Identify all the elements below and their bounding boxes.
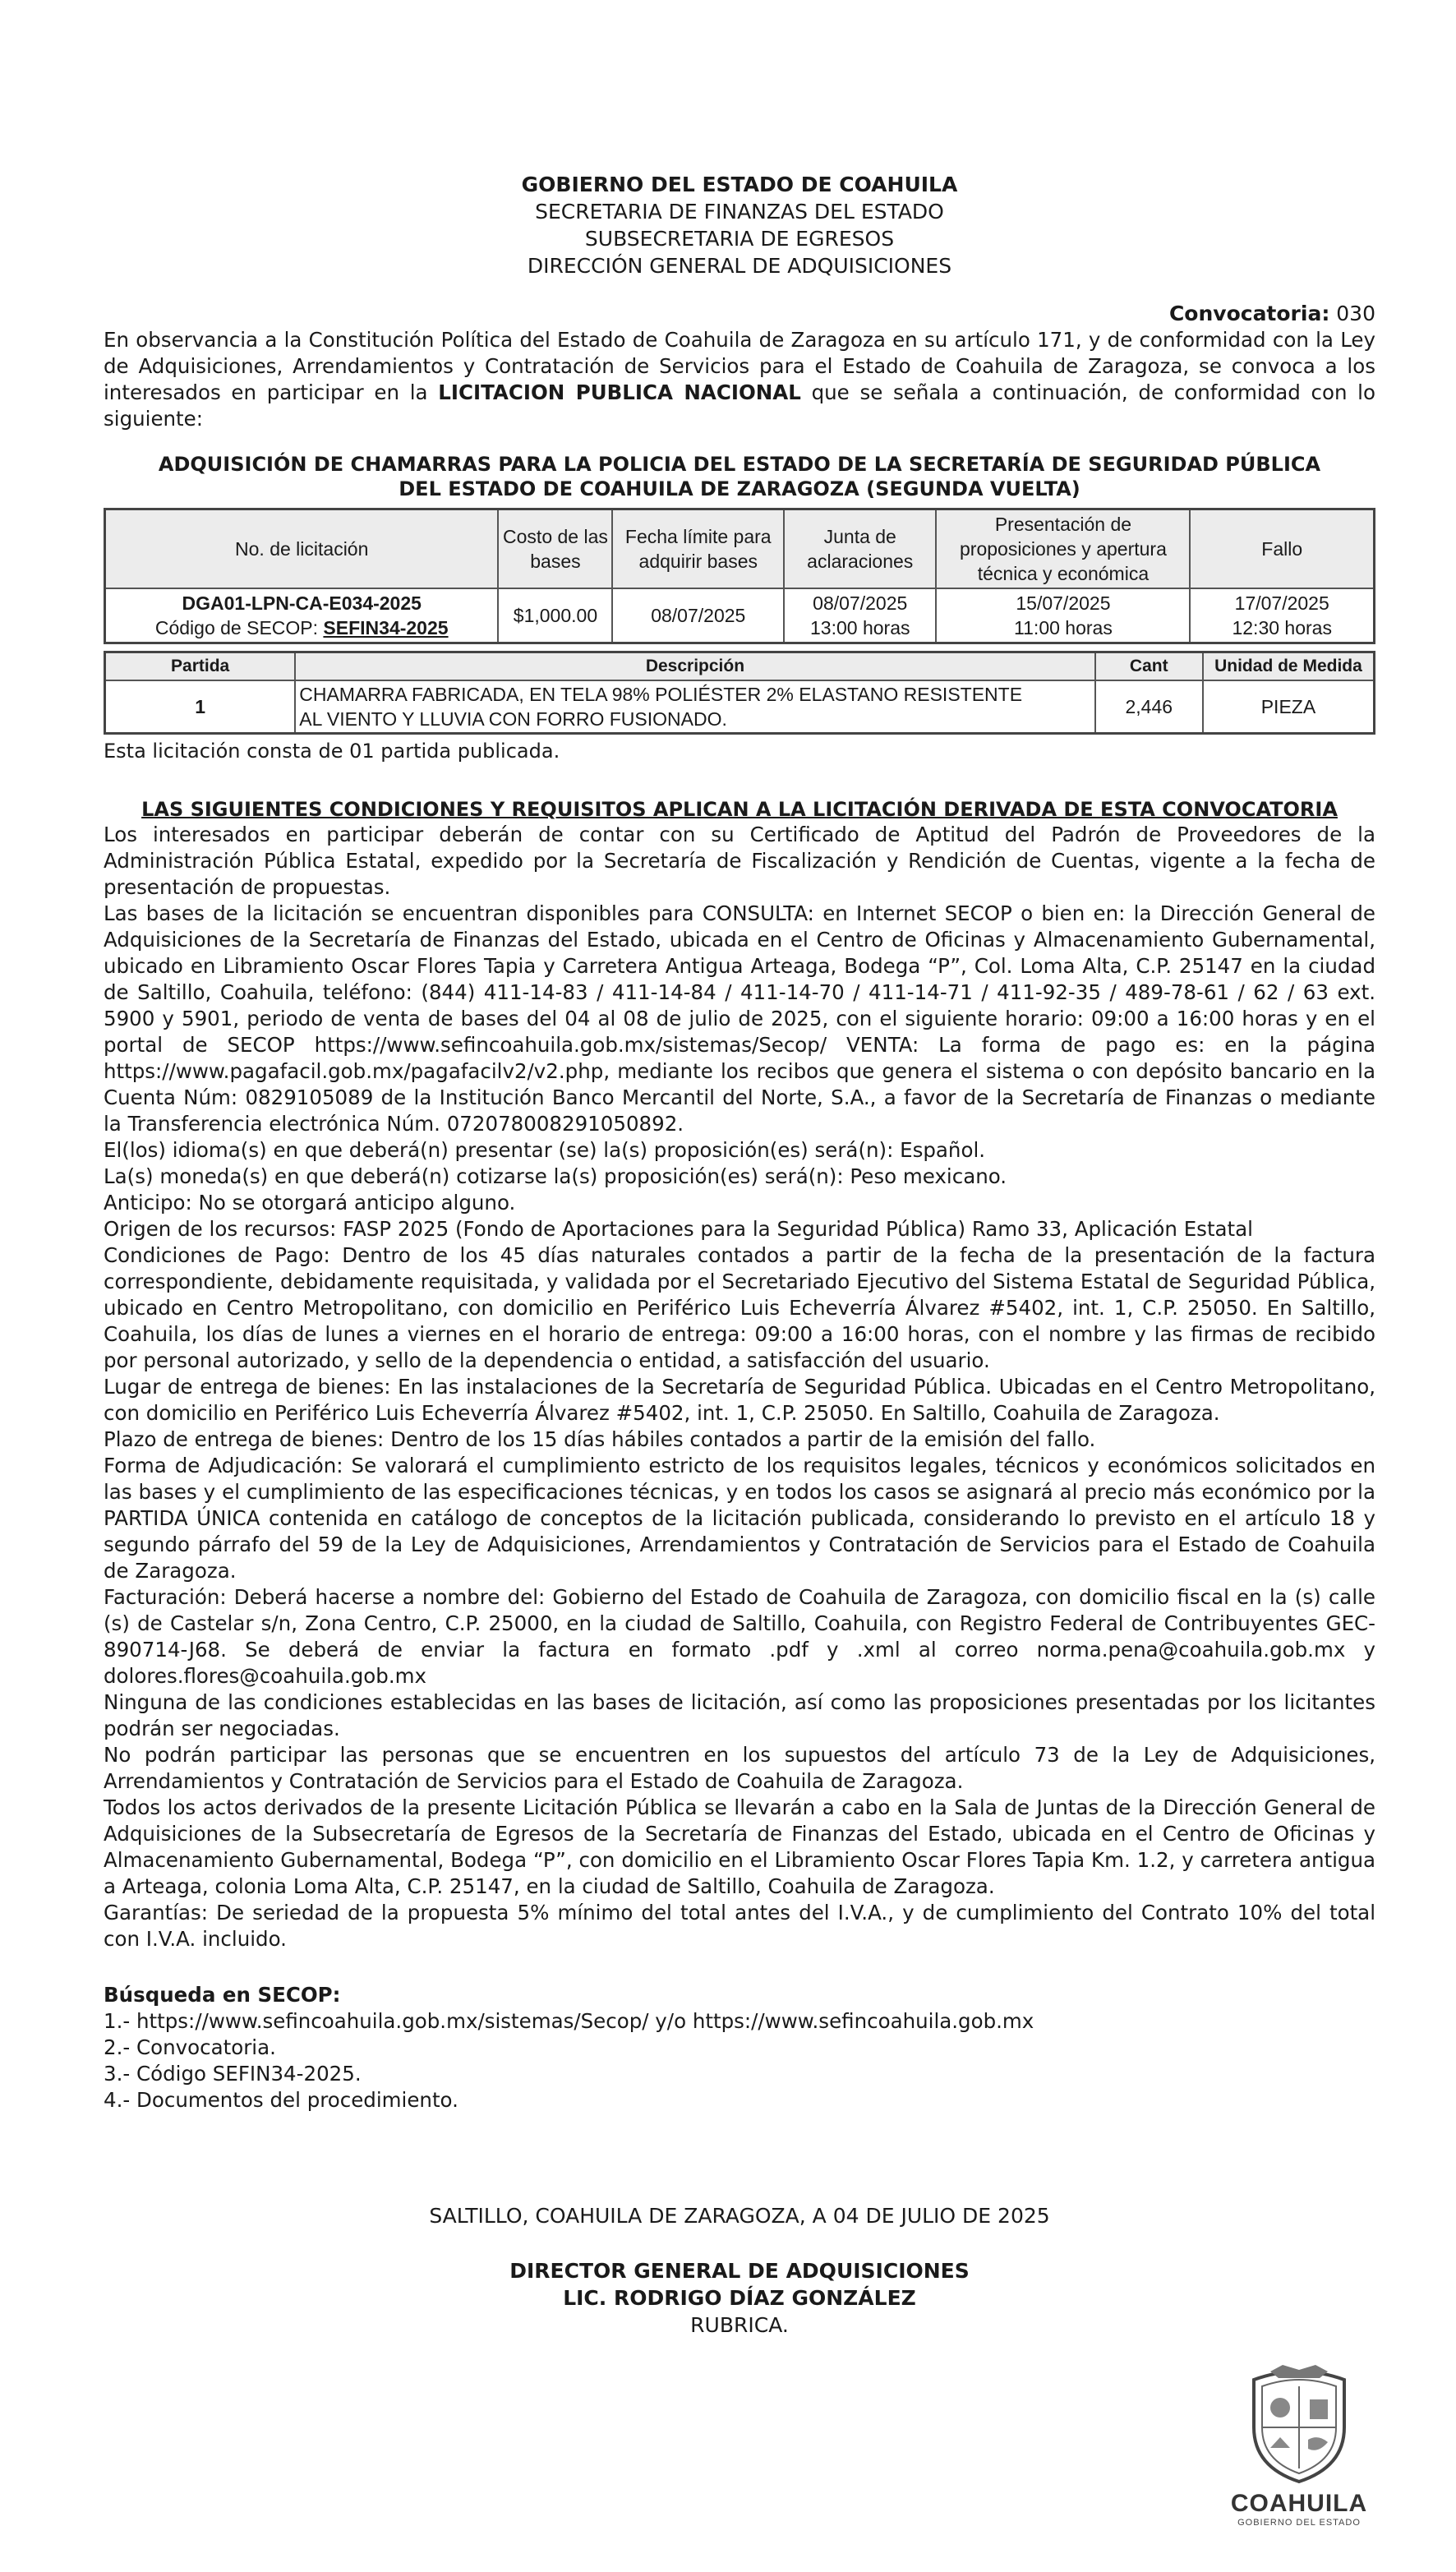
cell-fecha-limite: 08/07/2025 [612, 588, 784, 643]
intro-paragraph [104, 327, 1375, 432]
intro-text-1: En observancia a la Constitución Política del Estado de Coahuila de Zaragoza en su artículo 171, y de conformidad con la Ley de Adquisiciones, Arrendamientos y Contratación de Servicios para el Estado de Coahuila de Zaragoza, se convoca a los interesados en participar en la [104, 328, 1375, 404]
tender-title-line1: ADQUISICIÓN DE CHAMARRAS PARA LA POLICIA DEL ESTADO DE LA SECRETARÍA DE SEGURIDAD PÚBLICA [158, 453, 1321, 476]
cell-unidad: PIEZA [1203, 680, 1375, 734]
col-fallo: Fallo [1190, 509, 1374, 589]
header-secretaria: SECRETARIA DE FINANZAS DEL ESTADO [535, 200, 944, 224]
secop-search-section [104, 1982, 1375, 2113]
list-item: 3.- Código SEFIN34-2025. [104, 2062, 362, 2086]
logo-sub-text: GOBIERNO DEL ESTADO [1237, 2518, 1361, 2528]
document-page [104, 0, 1375, 2339]
intro-text-bold: LICITACION PUBLICA NACIONAL [438, 380, 801, 404]
list-item: 1.- https://www.sefincoahuila.gob.mx/sistemas/Secop/ y/o https://www.sefincoahuila.gob.mx [104, 2009, 1034, 2033]
convocatoria-value: 030 [1336, 302, 1375, 325]
condition-item: Anticipo: No se otorgará anticipo alguno. [104, 1191, 516, 1215]
junta-date: 08/07/2025 [813, 592, 908, 614]
col-descripcion: Descripción [295, 652, 1094, 681]
document-header [104, 171, 1375, 279]
secop-code-value: SEFIN34-2025 [323, 617, 449, 638]
presentacion-time: 11:00 horas [1014, 617, 1113, 638]
signer-rubrica: RUBRICA. [690, 2313, 789, 2337]
condition-item: Lugar de entrega de bienes: En las instalaciones de la Secretaría de Seguridad Pública. Ubicadas en el Centro Metropolitano, con domicilio en Periférico Luis Echeverría Álvarez #5402, int. 1, C.P. 25050. En Saltillo, Coahuila de Zaragoza. [104, 1375, 1375, 1425]
col-unidad: Unidad de Medida [1203, 652, 1375, 681]
condition-item: Las bases de la licitación se encuentran disponibles para CONSULTA: en Internet SECOP o bien en: la Dirección General de Adquisiciones de la Secretaría de Finanzas del Estado, ubicada en el Centro de Oficinas y Almacenamiento Gubernamental, ubicado en Libramiento Oscar Flores Tapia y Carretera Antigua Arteaga, Bodega “P”, Col. Loma Alta, C.P. 25147 en la ciudad de Saltillo, Coahuila, teléfono: (844) 411-14-83 / 411-14-84 / 411-14-70 / 411-14-71 / 411-92-35 / 489-78-61 / 62 / 63 ext. 5900 y 5901, periodo de venta de bases del 04 al 08 de julio de 2025, con el siguiente horario: 09:00 a 16:00 horas y en el portal de SECOP https://www.sefincoahuila.gob.mx/sistemas/Secop/ VENTA: La forma de pago es: en la página https://www.pagafacil.gob.mx/pagafacilv2/v2.php, mediante los recibos que genera el sistema o con depósito bancario en la Cuenta Núm: 0829105089 de la Institución Banco Mercantil del Norte, S.A., a favor de la Secretaría de Finanzas o mediante la Transferencia electrónica Núm. 072078008291050892. [104, 901, 1375, 1136]
junta-time: 13:00 horas [810, 617, 910, 638]
descripcion-line1: CHAMARRA FABRICADA, EN TELA 98% POLIÉSTER 2% ELASTANO RESISTENTE [299, 684, 1023, 705]
cell-descripcion [295, 680, 1094, 734]
cell-cant: 2,446 [1095, 680, 1203, 734]
conditions-title: LAS SIGUIENTES CONDICIONES Y REQUISITOS APLICAN A LA LICITACIÓN DERIVADA DE ESTA CONVOCATORIA [141, 798, 1338, 821]
table-row [105, 680, 1375, 734]
logo-brand-text: COAHUILA [1230, 2490, 1368, 2517]
condition-item: El(los) idioma(s) en que deberá(n) presentar (se) la(s) proposición(es) será(n): Español. [104, 1138, 986, 1162]
col-junta: Junta de aclaraciones [784, 509, 936, 589]
signer-name: LIC. RODRIGO DÍAZ GONZÁLEZ [563, 2286, 916, 2310]
col-presentacion: Presentación de proposiciones y apertura técnica y económica [936, 509, 1190, 589]
tender-schedule-table [104, 508, 1375, 644]
condition-item: Plazo de entrega de bienes: Dentro de los 15 días hábiles contados a partir de la emisión del fallo. [104, 1427, 1096, 1451]
items-table [104, 651, 1375, 735]
condition-item: Ninguna de las condiciones establecidas en las bases de licitación, así como las proposiciones presentadas por los licitantes podrán ser negociadas. [104, 1690, 1375, 1740]
col-costo: Costo de las bases [498, 509, 612, 589]
presentacion-date: 15/07/2025 [1016, 592, 1111, 614]
cell-partida: 1 [105, 680, 296, 734]
cell-licitacion [105, 588, 499, 643]
col-fecha-limite: Fecha límite para adquirir bases [612, 509, 784, 589]
col-cant: Cant [1095, 652, 1203, 681]
cell-fallo [1190, 588, 1374, 643]
condition-item: Los interesados en participar deberán de contar con su Certificado de Aptitud del Padrón de Proveedores de la Administración Pública Estatal, expedido por la Secretaría de Fiscalización y Rendición de Cuentas, vigente a la fecha de presentación de propuestas. [104, 823, 1375, 899]
fallo-date: 17/07/2025 [1234, 592, 1329, 614]
tender-title-line2: DEL ESTADO DE COAHUILA DE ZARAGOZA (SEGUNDA VUELTA) [399, 477, 1080, 500]
header-direccion: DIRECCIÓN GENERAL DE ADQUISICIONES [527, 254, 952, 278]
condition-item: Garantías: De seriedad de la propuesta 5% mínimo del total antes del I.V.A., y de cumplimiento del Contrato 10% del total con I.V.A. incluido. [104, 1901, 1375, 1951]
cell-presentacion [936, 588, 1190, 643]
place-date: SALTILLO, COAHUILA DE ZARAGOZA, A 04 DE JULIO DE 2025 [429, 2204, 1050, 2228]
header-subsecretaria: SUBSECRETARIA DE EGRESOS [584, 227, 895, 251]
fallo-time: 12:30 horas [1232, 617, 1332, 638]
condition-item: Todos los actos derivados de la presente Licitación Pública se llevarán a cabo en la Sala de Juntas de la Dirección General de Adquisiciones de la Subsecretaría de Egresos de la Secretaría de Finanzas del Estado, ubicada en el Centro de Oficinas y Almacenamiento Gubernamental, Bodega “P”, con domicilio en el Libramiento Oscar Flores Tapia Km. 1.2, y carretera antigua a Arteaga, colonia Loma Alta, C.P. 25147, en la ciudad de Saltillo, Coahuila de Zaragoza. [104, 1795, 1375, 1898]
table-row [105, 588, 1375, 643]
partida-note: Esta licitación consta de 01 partida publicada. [104, 740, 560, 763]
licitacion-number: DGA01-LPN-CA-E034-2025 [182, 592, 422, 614]
condition-item: Origen de los recursos: FASP 2025 (Fondo de Aportaciones para la Seguridad Pública) Ramo 33, Aplicación Estatal [104, 1217, 1253, 1241]
secop-code-label: Código de SECOP: [154, 617, 324, 638]
col-no-licitacion: No. de licitación [105, 509, 499, 589]
condition-item: No podrán participar las personas que se encuentren en los supuestos del artículo 73 de la Ley de Adquisiciones, Arrendamientos y Contratación de Servicios para el Estado de Coahuila de Zaragoza. [104, 1743, 1375, 1793]
coat-of-arms-icon [1237, 2362, 1361, 2485]
header-government: GOBIERNO DEL ESTADO DE COAHUILA [521, 173, 958, 196]
condition-item: Forma de Adjudicación: Se valorará el cumplimiento estricto de los requisitos legales, técnicos y económicos solicitados en las bases y el cumplimiento de las especificaciones técnicas, y en todos los casos se asignará al precio más económico por la PARTIDA ÚNICA contenida en catálogo de conceptos de la licitación publicada, considerando lo previsto en el artículo 18 y segundo párrafo del 59 de la Ley de Adquisiciones, Arrendamientos y Contratación de Servicios para el Estado de Coahuila de Zaragoza. [104, 1454, 1375, 1583]
secop-search-title: Búsqueda en SECOP: [104, 1983, 341, 2007]
list-item: 2.- Convocatoria. [104, 2035, 276, 2059]
condition-item: La(s) moneda(s) en que deberá(n) cotizarse la(s) proposición(es) será(n): Peso mexicano. [104, 1164, 1007, 1188]
items-header-row [105, 652, 1375, 681]
cell-junta [784, 588, 936, 643]
convocatoria-number [104, 301, 1375, 327]
conditions-list [104, 822, 1375, 1952]
convocatoria-label: Convocatoria: [1168, 302, 1330, 325]
condition-item: Facturación: Deberá hacerse a nombre del: Gobierno del Estado de Coahuila de Zaragoza, con domicilio fiscal en la (s) calle (s) de Castelar s/n, Zona Centro, C.P. 25000, en la ciudad de Saltillo, Coahuila, con Registro Federal de Contribuyentes GEC-890714-J68. Se deberá de enviar la factura en formato .pdf y .xml al correo norma.pena@coahuila.gob.mx y dolores.flores@coahuila.gob.mx [104, 1585, 1375, 1688]
table-header-row [105, 509, 1375, 589]
col-partida: Partida [105, 652, 296, 681]
list-item: 4.- Documentos del procedimiento. [104, 2088, 458, 2112]
signer-position: DIRECTOR GENERAL DE ADQUISICIONES [509, 2259, 970, 2283]
coahuila-logo [1229, 2362, 1369, 2528]
tender-title [104, 452, 1375, 501]
signature-block [104, 2257, 1375, 2339]
condition-item: Condiciones de Pago: Dentro de los 45 días naturales contados a partir de la fecha de la presentación de la factura correspondiente, debidamente requisitada, y validada por el Secretariado Ejecutivo del Sistema Estatal de Seguridad Pública, ubicado en Centro Metropolitano, con domicilio en Periférico Luis Echeverría Álvarez #5402, int. 1, C.P. 25050. En Saltillo, Coahuila, los días de lunes a viernes en el horario de entrega: 09:00 a 16:00 horas, con el nombre y las firmas de recibido por personal autorizado, y sello de la dependencia o entidad, a satisfacción del usuario. [104, 1243, 1375, 1372]
intro-text-2: que se señala a continuación, de conformidad con lo siguiente: [104, 380, 1375, 431]
cell-costo: $1,000.00 [498, 588, 612, 643]
descripcion-line2: AL VIENTO Y LLUVIA CON FORRO FUSIONADO. [299, 708, 727, 730]
secop-code-line [109, 615, 494, 640]
